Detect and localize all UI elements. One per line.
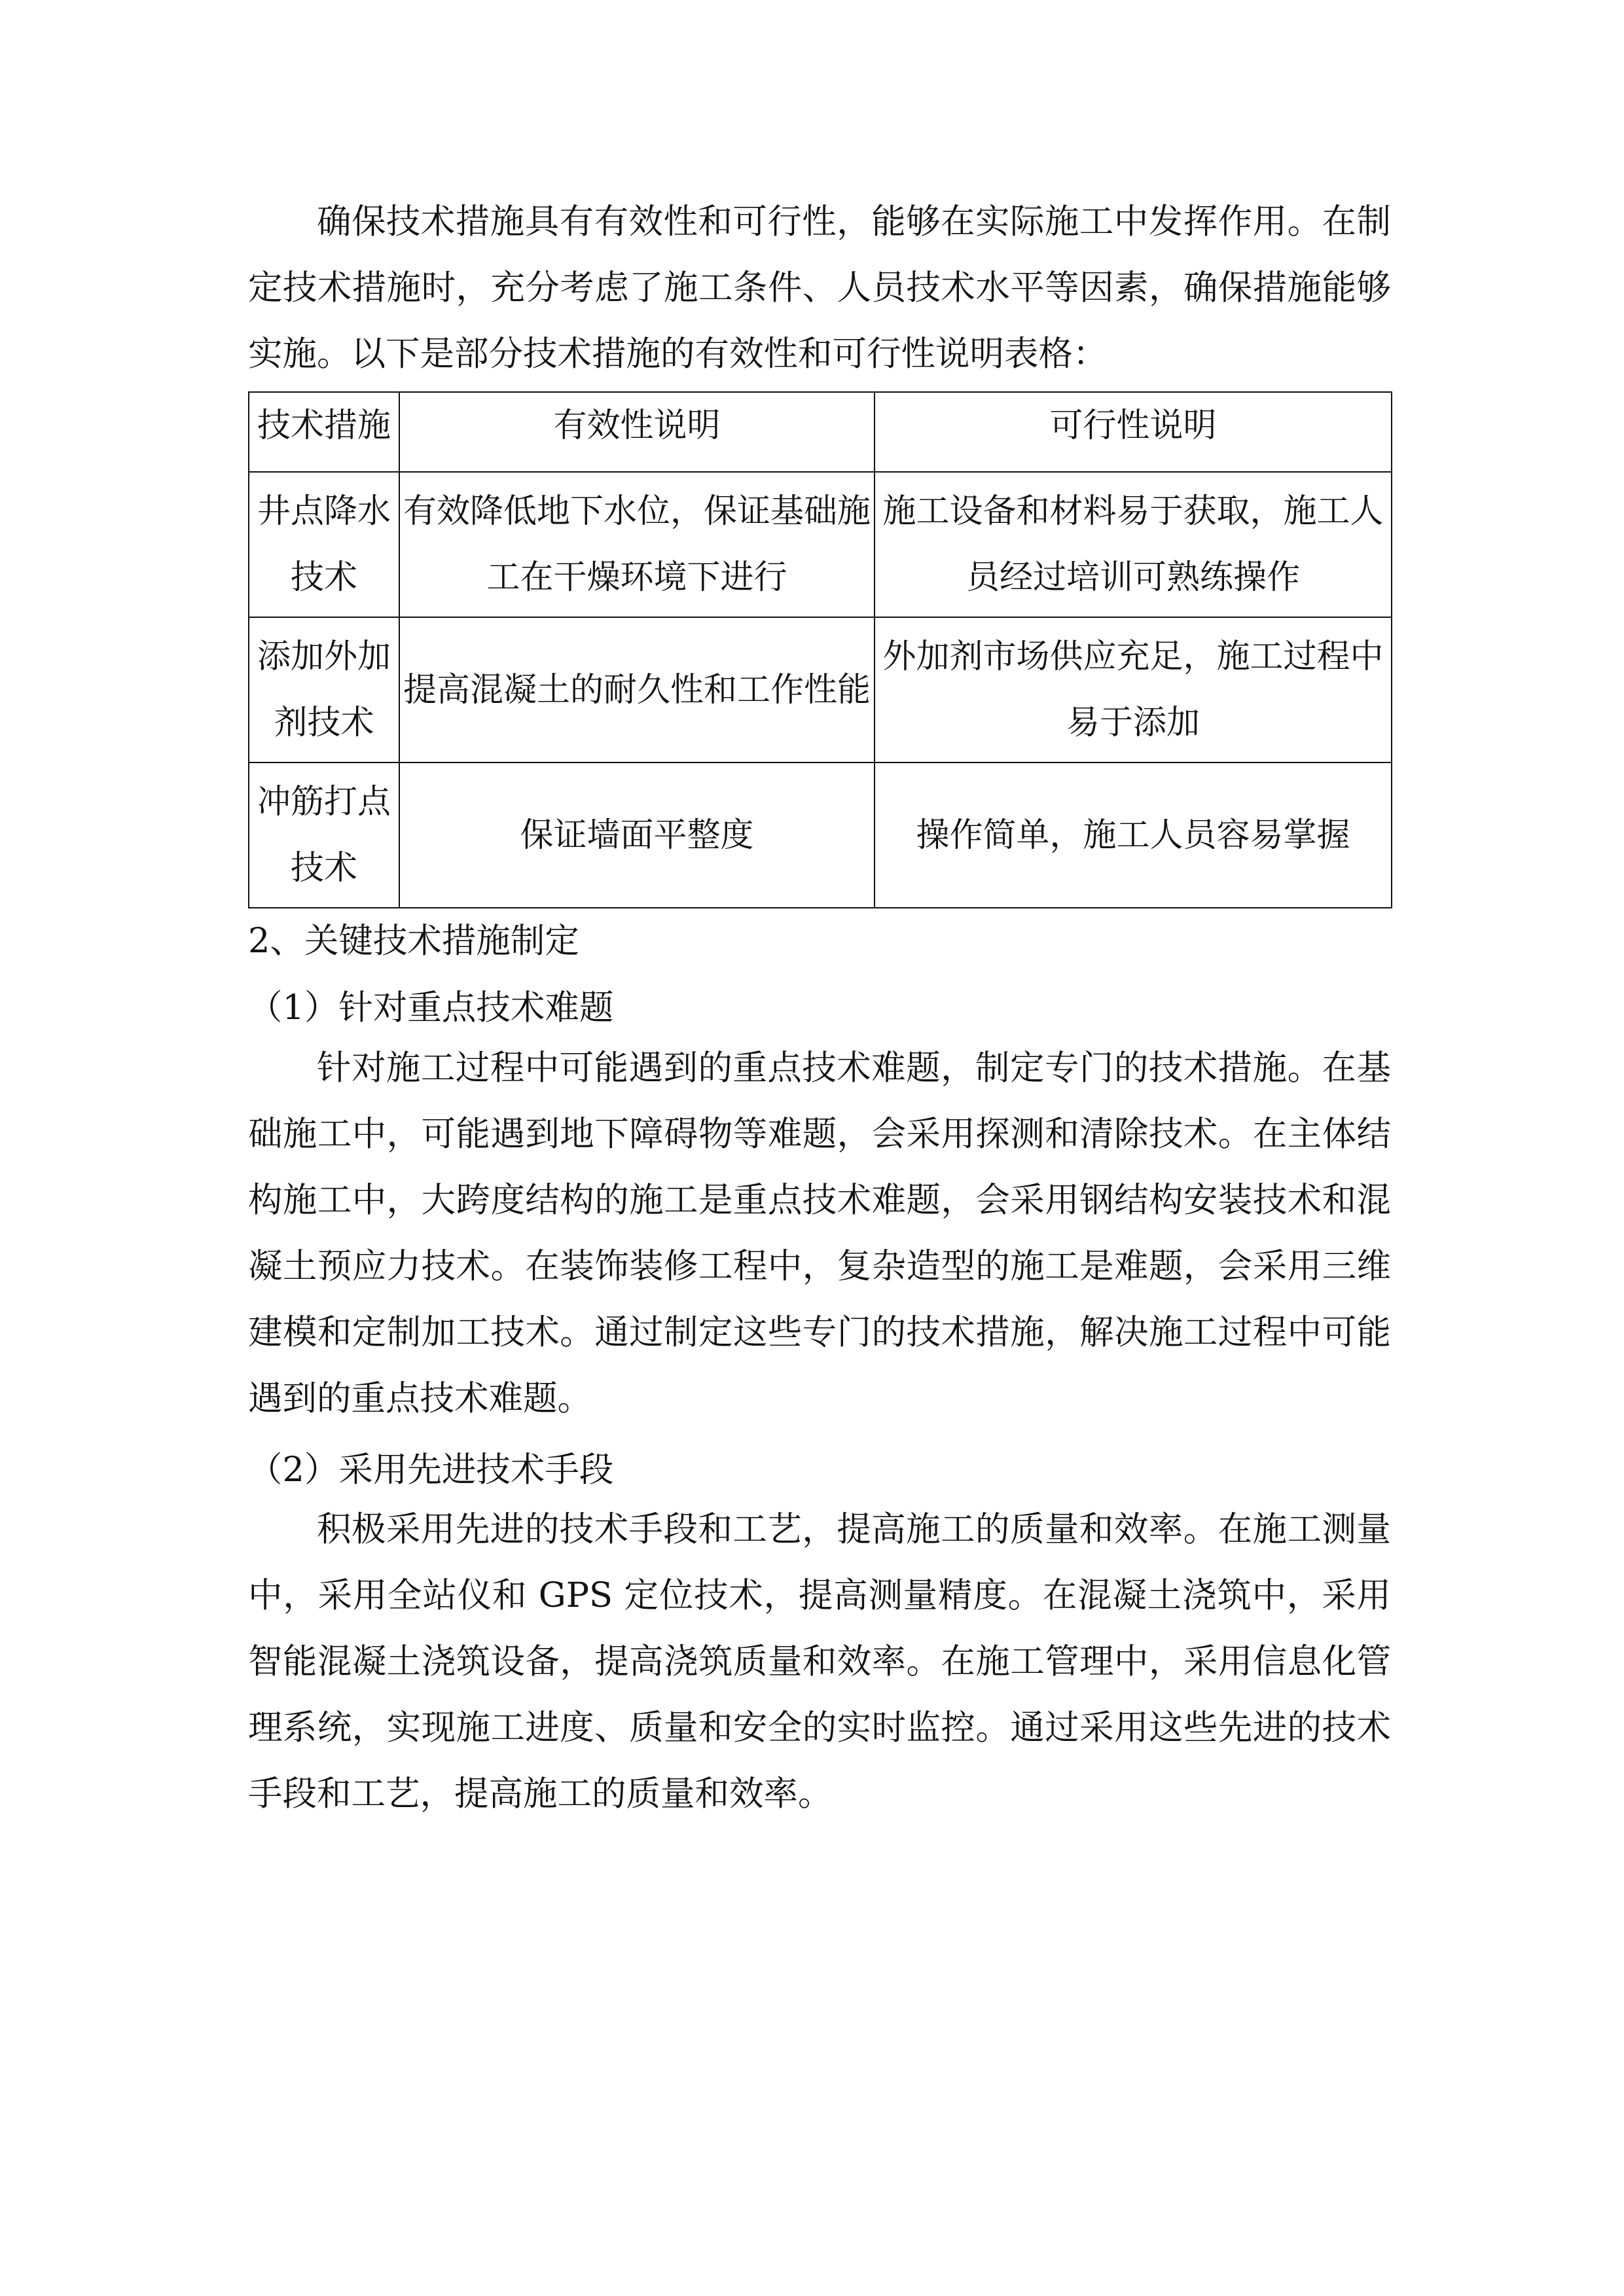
table-cell: 有效降低地下水位，保证基础施工在干燥环境下进行 [399,472,875,617]
table-cell: 添加外加剂技术 [249,617,399,762]
subsection-heading-1: （1）针对重点技术难题 [248,988,614,1028]
table-cell: 施工设备和材料易于获取，施工人员经过培训可熟练操作 [875,472,1392,617]
subsection-1-paragraph: 针对施工过程中可能遇到的重点技术难题，制定专门的技术措施。在基础施工中，可能遇到地下障碍物等难题，会采用探测和清除技术。在主体结构施工中，大跨度结构的施工是重点技术难题，会采用钢结构安装技术和混凝土预应力技术。在装饰装修工程中，复杂造型的施工是难题，会采用三维建模和定制加工技术。通过制定这些专门的技术措施，解决施工过程中可能遇到的重点技术难题。 [248,1048,1391,1418]
section-heading: 2、关键技术措施制定 [248,921,579,961]
table-cell: 保证墙面平整度 [399,762,875,908]
table-row [249,472,1392,617]
subsection-heading-2: （2）采用先进技术手段 [248,1450,614,1490]
table-cell: 冲筋打点技术 [249,762,399,908]
table-row [249,762,1392,908]
table-cell: 操作简单，施工人员容易掌握 [875,762,1392,908]
table-header-cell: 有效性说明 [399,392,875,472]
table-cell: 提高混凝土的耐久性和工作性能 [399,617,875,762]
table-cell: 井点降水技术 [249,472,399,617]
subsection-2-paragraph: 积极采用先进的技术手段和工艺，提高施工的质量和效率。在施工测量中，采用全站仪和 GPS 定位技术，提高测量精度。在混凝土浇筑中，采用智能混凝土浇筑设备，提高浇筑质量和效率。在施工管理中，采用信息化管理系统，实现施工进度、质量和安全的实时监控。通过采用这些先进的技术手段和工艺，提高施工的质量和效率。 [248,1509,1391,1814]
measures-table [248,391,1392,908]
table-header-cell: 技术措施 [249,392,399,472]
intro-paragraph: 确保技术措施具有有效性和可行性，能够在实际施工中发挥作用。在制定技术措施时，充分考虑了施工条件、人员技术水平等因素，确保措施能够实施。以下是部分技术措施的有效性和可行性说明表格： [248,202,1391,374]
table-row [249,617,1392,762]
table-header-row [249,392,1392,472]
table-cell: 外加剂市场供应充足，施工过程中易于添加 [875,617,1392,762]
table-header-cell: 可行性说明 [875,392,1392,472]
